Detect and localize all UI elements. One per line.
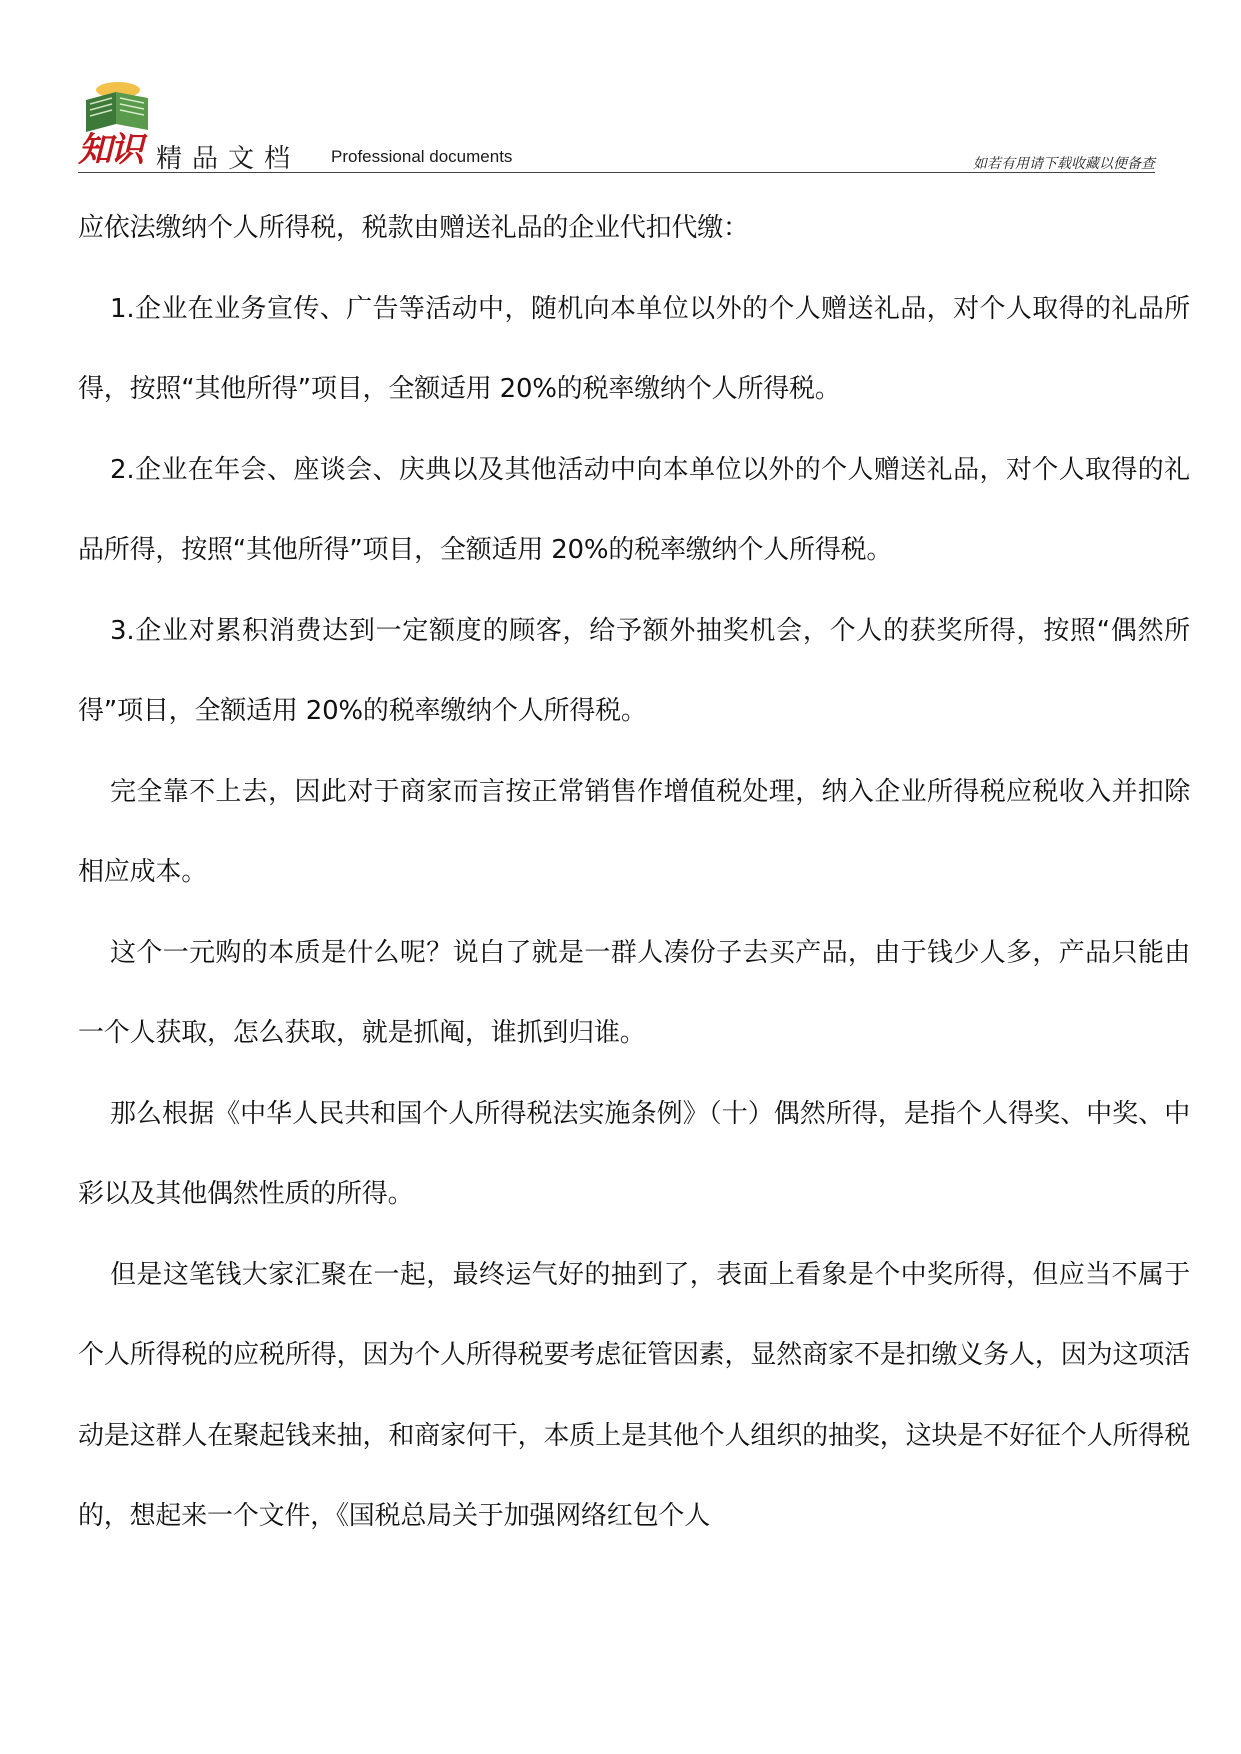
logo-text: 知识 xyxy=(78,130,142,170)
paragraph: 2.企业在年会、座谈会、庆典以及其他活动中向本单位以外的个人赠送礼品，对个人取得的礼品所得，按照“其他所得”项目，全额适用 20%的税率缴纳个人所得税。 xyxy=(78,454,1190,565)
logo xyxy=(78,80,156,170)
paragraph: 完全靠不上去，因此对于商家而言按正常销售作增值税处理，纳入企业所得税应税收入并扣除相应成本。 xyxy=(78,776,1190,887)
header-slogan: 如若有用请下载收藏以便备查 xyxy=(973,156,1155,172)
document-body xyxy=(78,188,1190,1557)
paragraph: 1.企业在业务宣传、广告等活动中，随机向本单位以外的个人赠送礼品，对个人取得的礼品所得，按照“其他所得”项目，全额适用 20%的税率缴纳个人所得税。 xyxy=(78,293,1190,404)
brand-title: 精品文档 xyxy=(156,144,301,174)
header-divider xyxy=(78,172,1155,173)
paragraph: 那么根据《中华人民共和国个人所得税法实施条例》（十）偶然所得，是指个人得奖、中奖、中彩以及其他偶然性质的所得。 xyxy=(78,1098,1190,1209)
brand-subtitle: Professional documents xyxy=(331,147,513,166)
paragraph: 应依法缴纳个人所得税，税款由赠送礼品的企业代扣代缴： xyxy=(78,213,749,243)
paragraph: 3.企业对累积消费达到一定额度的顾客，给予额外抽奖机会，个人的获奖所得，按照“偶然所得”项目，全额适用 20%的税率缴纳个人所得税。 xyxy=(78,615,1190,726)
paragraph: 这个一元购的本质是什么呢？说白了就是一群人凑份子去买产品，由于钱少人多，产品只能由一个人获取，怎么获取，就是抓阄，谁抓到归谁。 xyxy=(78,937,1190,1048)
page-header xyxy=(78,80,1155,176)
paragraph: 但是这笔钱大家汇聚在一起，最终运气好的抽到了，表面上看象是个中奖所得，但应当不属于个人所得税的应税所得，因为个人所得税要考虑征管因素，显然商家不是扣缴义务人，因为这项活动是这群人在聚起钱来抽，和商家何干，本质上是其他个人组织的抽奖，这块是不好征个人所得税的，想起来一个文件，《国税总局关于加强网络红包个人 xyxy=(78,1259,1190,1531)
